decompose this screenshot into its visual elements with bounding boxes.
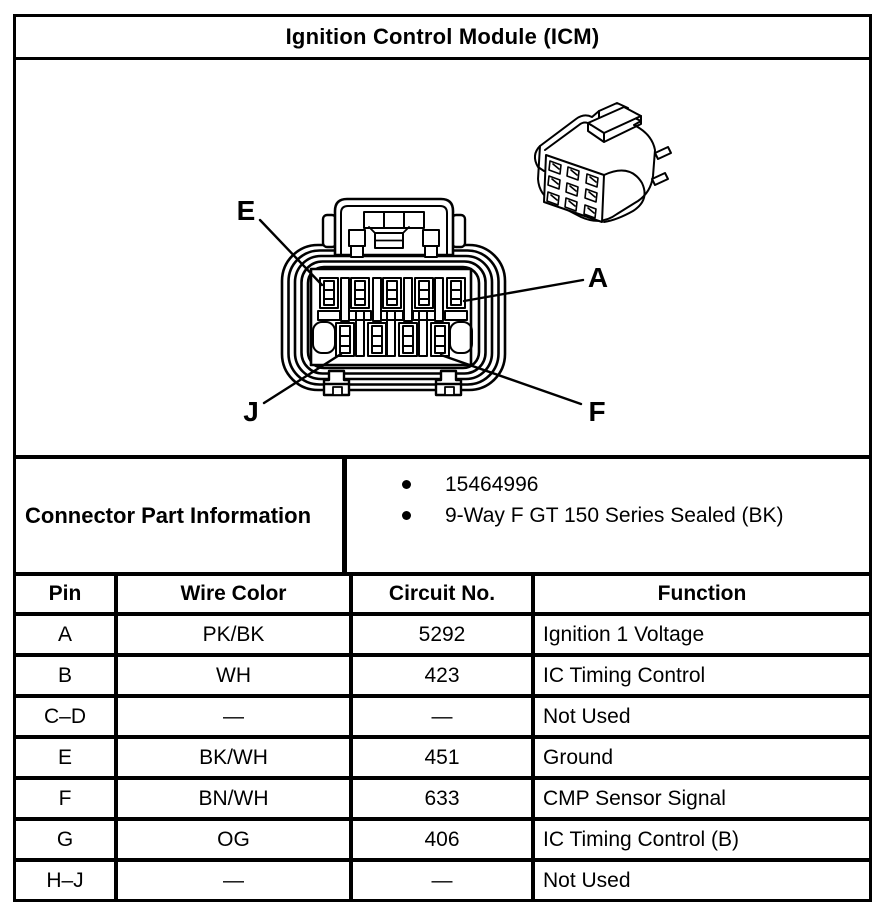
connector-info-frame (13, 14, 872, 902)
part-info-bullet-list (347, 459, 869, 572)
title-bar (16, 17, 869, 60)
pin-table-row (16, 616, 869, 657)
connector-latch-tower (323, 199, 465, 257)
pin-table-row (16, 657, 869, 698)
part-info-heading-text: Connector Part Information (25, 502, 312, 528)
circuit-no-cell: 406 (353, 821, 535, 858)
pin-table-row (16, 862, 869, 899)
pin-cell: C–D (16, 698, 118, 735)
page-title: Ignition Control Module (ICM) (285, 24, 600, 49)
connector-3d-view (535, 103, 671, 222)
wire-color-cell: WH (118, 657, 353, 694)
pin-table-row (16, 739, 869, 780)
circuit-no-cell: — (353, 862, 535, 899)
column-header-pin: Pin (16, 576, 118, 612)
connector-part-information-section (16, 459, 869, 576)
function-cell: IC Timing Control (543, 664, 706, 687)
circuit-no-cell: 5292 (353, 616, 535, 653)
circuit-no-cell: — (353, 698, 535, 735)
circuit-no-cell: 423 (353, 657, 535, 694)
wire-color-cell: OG (118, 821, 353, 858)
function-cell: IC Timing Control (B) (543, 828, 740, 851)
column-header-function: Function (657, 582, 747, 605)
wire-color-cell: PK/BK (118, 616, 353, 653)
function-cell: Not Used (543, 705, 631, 728)
function-cell: CMP Sensor Signal (543, 787, 726, 810)
part-number-item (347, 469, 869, 500)
column-header-circuit-no: Circuit No. (353, 576, 535, 612)
pin-label-a: A (587, 262, 609, 293)
wire-color-cell: — (118, 698, 353, 735)
bullet-icon (402, 480, 411, 489)
pin-cell: H–J (16, 862, 118, 899)
circuit-no-cell: 633 (353, 780, 535, 817)
wire-color-cell: — (118, 862, 353, 899)
circuit-no-cell: 451 (353, 739, 535, 776)
pin-label-e: E (236, 195, 256, 226)
function-cell: Not Used (543, 869, 631, 892)
part-info-heading (16, 459, 347, 572)
pin-cell: A (16, 616, 118, 653)
function-cell: Ground (543, 746, 614, 769)
wire-color-cell: BK/WH (118, 739, 353, 776)
bullet-icon (402, 511, 411, 520)
connector-series-item (347, 500, 869, 531)
terminal-face (311, 269, 472, 365)
connector-diagram (16, 60, 869, 459)
pin-table (16, 576, 869, 899)
column-header-wire-color: Wire Color (118, 576, 353, 612)
pin-table-header-row (16, 576, 869, 616)
pin-label-j: J (243, 396, 259, 427)
connector-series: 9-Way F GT 150 Series Sealed (BK) (445, 503, 784, 527)
connector-face-drawing (16, 60, 869, 455)
pin-cell: B (16, 657, 118, 694)
pin-table-row (16, 821, 869, 862)
pin-label-f: F (588, 396, 606, 427)
function-cell: Ignition 1 Voltage (543, 623, 705, 646)
wire-color-cell: BN/WH (118, 780, 353, 817)
pin-cell: G (16, 821, 118, 858)
pin-cell: E (16, 739, 118, 776)
pin-table-row (16, 698, 869, 739)
pin-cell: F (16, 780, 118, 817)
pin-table-row (16, 780, 869, 821)
part-number: 15464996 (445, 472, 539, 496)
